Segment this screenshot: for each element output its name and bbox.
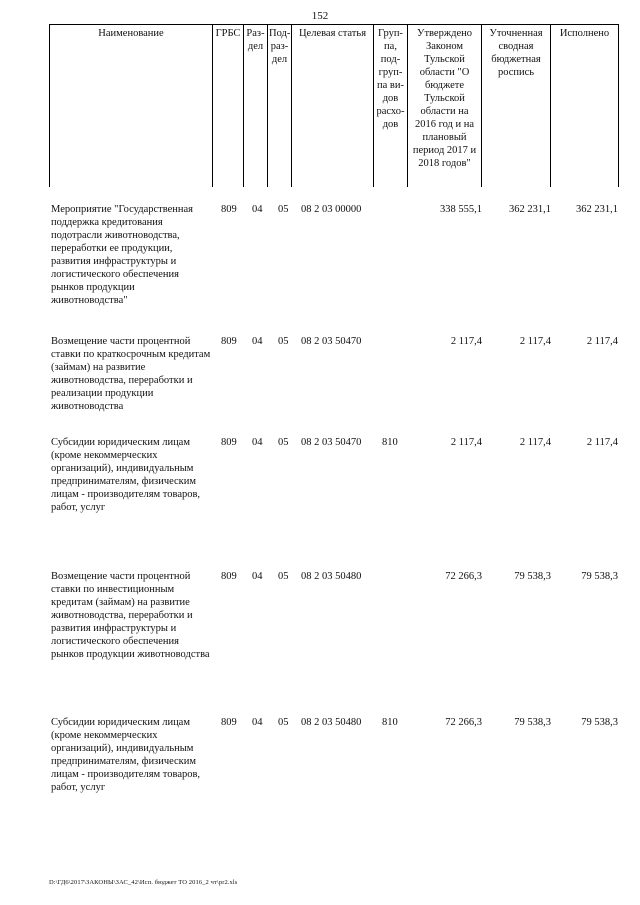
row-podrazdel: 05 [278,204,289,215]
row-refined: 2 117,4 [519,437,551,448]
header-target: Целевая статья [292,25,374,188]
row-executed: 79 538,3 [581,717,618,728]
table-header [49,24,619,187]
row-podrazdel: 05 [278,336,289,347]
row-name: Субсидии юридическим лицам (кроме некоммерческих организаций), индивидуальным предпринимателям, физическим лицам - производителям товаров, работ, услуг [51,437,201,513]
page-number: 152 [311,10,329,22]
row-razdel: 04 [252,571,263,582]
row-grbs: 809 [221,336,237,347]
row-podrazdel: 05 [278,571,289,582]
row-target: 08 2 03 00000 [301,204,362,215]
header-approved: Утверждено Законом Тульской области "О бюджете Тульской области на 2016 год и на плановый период 2017 и 2018 годов" [408,25,482,188]
row-approved: 2 117,4 [450,437,482,448]
header-group: Груп- па, под- груп- па ви- дов расхо- дов [374,25,408,188]
row-refined: 362 231,1 [509,204,551,215]
row-razdel: 04 [252,204,263,215]
row-grbs: 809 [221,437,237,448]
row-executed: 2 117,4 [586,437,618,448]
header-name: Наименование [50,25,213,188]
row-grbs: 809 [221,204,237,215]
row-target: 08 2 03 50480 [301,571,362,582]
row-executed: 79 538,3 [581,571,618,582]
row-target: 08 2 03 50470 [301,336,362,347]
row-executed: 362 231,1 [576,204,618,215]
header-grbs: ГРБС [213,25,244,188]
header-razdel: Раз- дел [244,25,268,188]
row-refined: 2 117,4 [519,336,551,347]
row-executed: 2 117,4 [586,336,618,347]
row-group: 810 [382,717,398,728]
row-podrazdel: 05 [278,437,289,448]
header-refined: Уточненная сводная бюджетная роспись [482,25,551,188]
row-approved: 72 266,3 [445,717,482,728]
row-razdel: 04 [252,336,263,347]
row-grbs: 809 [221,571,237,582]
row-name: Субсидии юридическим лицам (кроме некоммерческих организаций), индивидуальным предпринимателям, физическим лицам - производителям товаров, работ, услуг [51,717,201,793]
row-name: Возмещение части процентной ставки по краткосрочным кредитам (займам) на развитие животноводства, переработки и реализации продукции животноводства [51,336,211,412]
row-approved: 2 117,4 [450,336,482,347]
row-name: Мероприятие "Государственная поддержка кредитования подотрасли животноводства, переработки ее продукции, развития инфраструктуры и логистического обеспечения рынков продукции животноводства" [51,204,194,306]
footer-file-path: D:\ГД6\2017\ЗАКОНЫ\ЗАС_42\Исп. бюджет ТО 2016_2 чт\pr2.xls [49,879,238,886]
row-target: 08 2 03 50470 [301,437,362,448]
row-refined: 79 538,3 [514,717,551,728]
row-name: Возмещение части процентной ставки по инвестиционным кредитам (займам) на развитие животноводства, переработки и развития инфраструктуры и логистического обеспечения рынков продукции животноводства [51,571,210,660]
row-podrazdel: 05 [278,717,289,728]
row-target: 08 2 03 50480 [301,717,362,728]
header-executed: Исполнено [551,25,619,188]
row-approved: 72 266,3 [445,571,482,582]
row-razdel: 04 [252,437,263,448]
row-grbs: 809 [221,717,237,728]
row-razdel: 04 [252,717,263,728]
row-refined: 79 538,3 [514,571,551,582]
header-podrazdel: Под- раз- дел [268,25,292,188]
row-group: 810 [382,437,398,448]
row-approved: 338 555,1 [440,204,482,215]
